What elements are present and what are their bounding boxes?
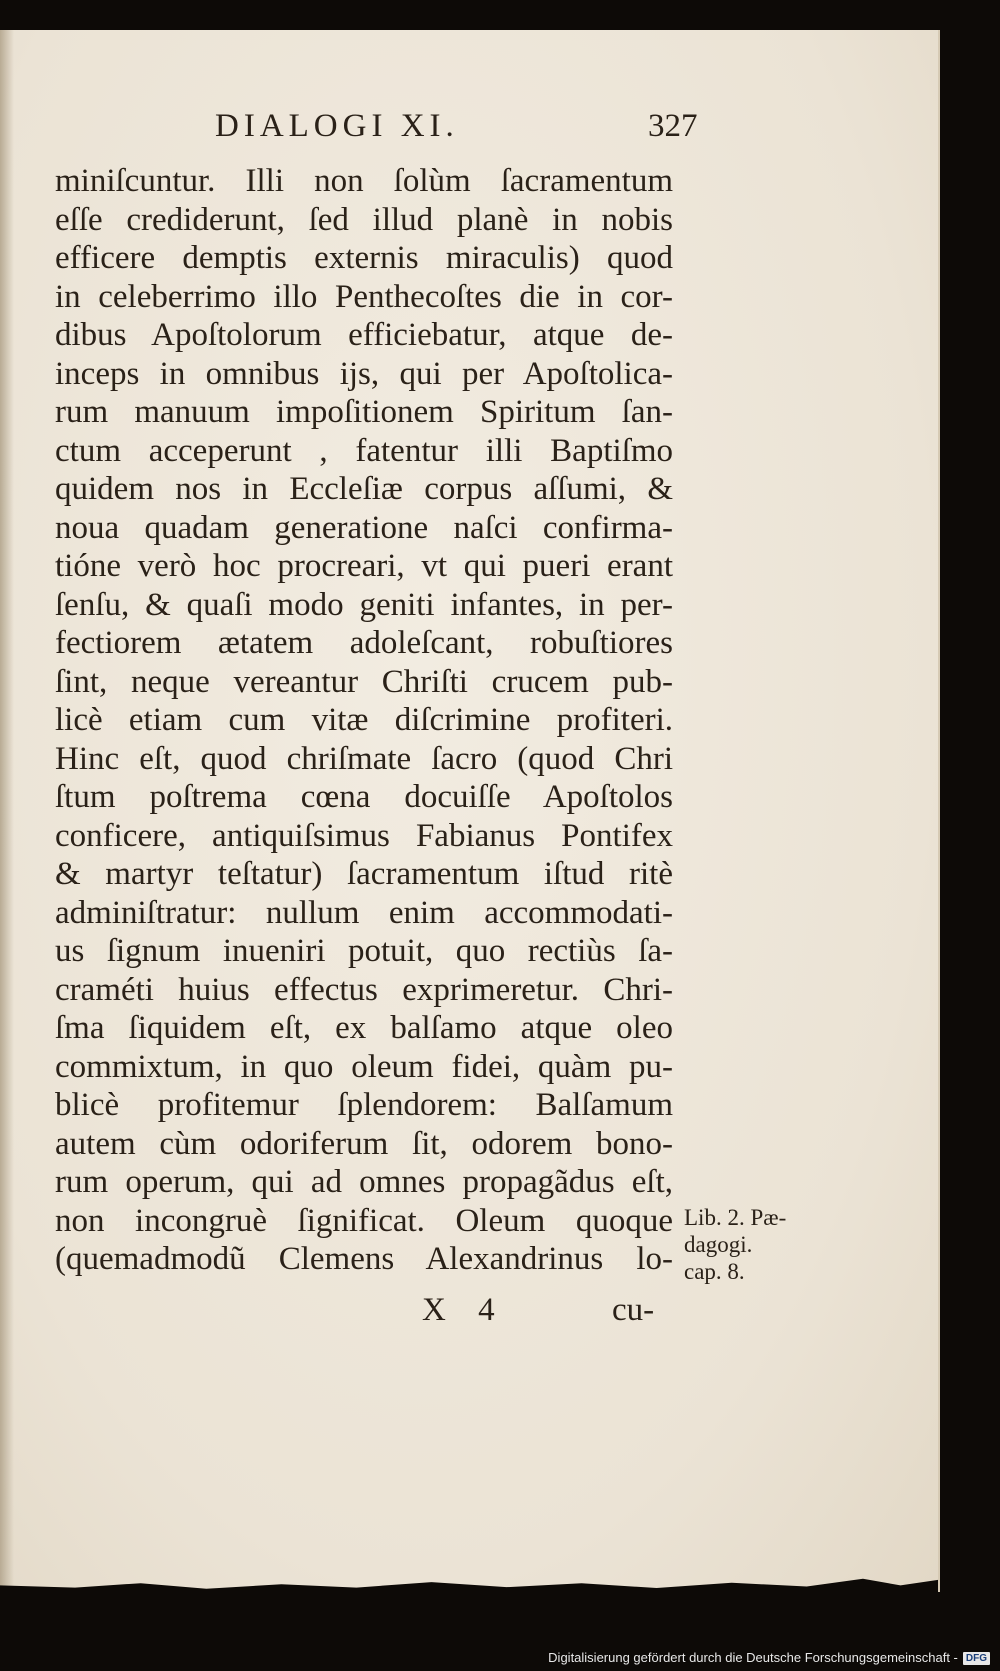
text-line: quidem nos in Eccleſiæ corpus aſſumi, & [55, 471, 673, 507]
text-line: efficere demptis externis miraculis) quod [55, 240, 673, 276]
text-line: ſma ſiquidem eſt, ex balſamo atque oleo [55, 1010, 673, 1046]
text-line: ctum acceperunt , fatentur illi Baptiſmo [55, 432, 673, 469]
text-line: blicè profitemur ſplendorem: Balſamum [55, 1087, 673, 1123]
text-line: craméti huius effectus exprimeretur. Chri- [55, 971, 673, 1008]
text-line: in celeberrimo illo Penthecoſtes die in cor- [55, 278, 673, 315]
torn-page-edge [0, 1570, 938, 1592]
text-line: adminiſtratur: nullum enim accommodati- [55, 894, 673, 931]
text-line: licè etiam cum vitæ diſcrimine profiteri. [55, 702, 673, 738]
credit-text: Digitalisierung gefördert durch die Deutsche Forschungsgemeinschaft - [548, 1650, 958, 1665]
catchword-line [0, 1292, 938, 1332]
marginal-note-line: dagogi. [684, 1232, 753, 1257]
text-line: & martyr teſtatur) ſacramentum iſtud ritè [55, 856, 673, 892]
catchword: cu- [612, 1292, 655, 1328]
marginal-note [684, 1204, 794, 1285]
text-line: inceps in omnibus ijs, qui per Apoſtolica- [55, 355, 673, 392]
digitization-credit [548, 1648, 990, 1668]
text-line: autem cùm odoriferum ſit, odorem bono- [55, 1125, 673, 1162]
text-line: dibus Apoſtolorum efficiebatur, atque de- [55, 317, 673, 353]
body-text [55, 162, 673, 1279]
text-line: miniſcuntur. Illi non ſolùm ſacramentum [55, 163, 673, 199]
text-line: ſint, neque vereantur Chriſti crucem pub- [55, 663, 673, 700]
text-line: Hinc eſt, quod chriſmate ſacro (quod Chri [55, 740, 673, 777]
text-line: us ſignum inueniri potuit, quo rectiùs ſa- [55, 933, 673, 969]
text-line: tióne verò hoc procreari, vt qui pueri erant [55, 548, 673, 584]
book-page [0, 30, 940, 1592]
text-line: ſtum poſtrema cœna docuiſſe Apoſtolos [55, 779, 673, 815]
text-line: rum manuum impoſitionem Spiritum ſan- [55, 394, 673, 430]
signature-mark: X 4 [422, 1292, 507, 1328]
text-line: non incongruè ſignificat. Oleum quoque [55, 1202, 673, 1239]
text-line: (quemadmodũ Clemens Alexandrinus lo- [55, 1241, 673, 1277]
dfg-logo: DFG [963, 1652, 990, 1665]
text-line: commixtum, in quo oleum fidei, quàm pu- [55, 1048, 673, 1085]
page-number: 327 [648, 108, 698, 144]
marginal-note-line: cap. 8. [684, 1259, 745, 1284]
binding-shadow [0, 30, 14, 1592]
running-head [0, 108, 938, 158]
running-title: DIALOGI XI. [215, 108, 459, 144]
text-line: ſenſu, & quaſi modo geniti infantes, in per- [55, 586, 673, 623]
text-line: fectiorem ætatem adoleſcant, robuſtiores [55, 625, 673, 661]
marginal-note-line: Lib. 2. Pæ- [684, 1205, 787, 1230]
text-line: conficere, antiquiſsimus Fabianus Pontifex [55, 817, 673, 854]
text-line: rum operum, qui ad omnes propagãdus eſt, [55, 1164, 673, 1200]
text-line: noua quadam generatione naſci confirma- [55, 509, 673, 546]
text-line: eſſe crediderunt, ſed illud planè in nobis [55, 201, 673, 238]
